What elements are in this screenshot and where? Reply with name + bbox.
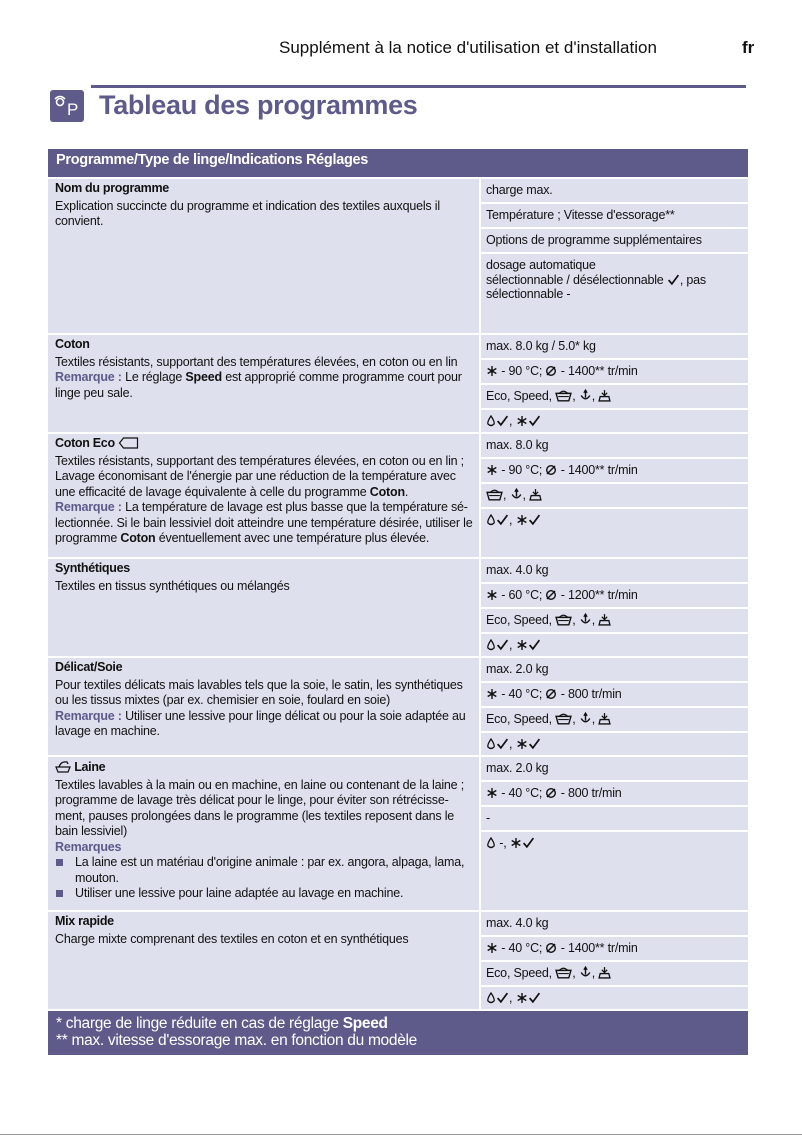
prewash-icon xyxy=(555,613,572,626)
list-item: La laine est un matériau d'origine animale : par ex. angora, alpaga, lama, mouton. xyxy=(55,855,473,886)
max-load: max. 4.0 kg xyxy=(481,912,748,937)
legend-temp: Température ; Vitesse d'essorage** xyxy=(481,204,748,229)
wash-icon xyxy=(598,966,611,979)
svg-text:P: P xyxy=(67,100,79,119)
wash-icon xyxy=(598,389,611,402)
rinse-plus-icon xyxy=(579,613,592,626)
page-header xyxy=(0,36,802,66)
max-load: max. 4.0 kg xyxy=(481,559,748,584)
prewash-icon xyxy=(486,488,503,501)
auto-dosing: , xyxy=(481,410,748,432)
program-name: Nom du programme xyxy=(55,181,169,195)
max-load: max. 2.0 kg xyxy=(481,658,748,683)
table-row-mix-rapide xyxy=(48,910,748,1009)
temperature-icon xyxy=(516,639,528,651)
program-options: - xyxy=(481,807,748,832)
program-desc: Textiles lavables à la main ou en machine, en laine ou contenant de la laine ; programme de lavage très délicat pour le linge, pour éviter son rétrécissement, pauses prolongées dans le programme (les textiles reposent dans le bain lessiviel) xyxy=(55,777,464,838)
table-row-coton xyxy=(48,333,748,432)
wash-icon xyxy=(529,488,542,501)
auto-dosing: , xyxy=(481,634,748,656)
check-icon xyxy=(496,513,509,526)
program-note: Remarque : Le réglage Speed est approprié comme programme court pour linge peu sale. xyxy=(55,370,462,400)
program-desc: Textiles résistants, supportant des températures élevées, en coton ou en lin xyxy=(55,354,458,369)
header-rule xyxy=(91,85,746,88)
program-desc: Explication succincte du programme et indication des textiles auxquels il convient. xyxy=(55,198,440,228)
program-table-icon xyxy=(50,90,84,122)
prewash-icon xyxy=(555,389,572,402)
legend-options: Options de programme supplémentaires xyxy=(481,229,748,254)
spin-icon xyxy=(545,787,557,799)
program-desc: Pour textiles délicats mais lavables tels que la soie, le satin, les synthétiques ou les tissus mixtes (par ex. chemisier en soie, foulard en soie) xyxy=(55,677,463,707)
temperature-icon xyxy=(516,992,528,1004)
program-desc: Textiles en tissus synthétiques ou mélangés xyxy=(55,578,290,593)
table-row-synthetiques xyxy=(48,557,748,656)
spin-icon xyxy=(545,688,557,700)
legend-dosage: dosage automatique sélectionnable / désélectionnable , pas sélectionnable - xyxy=(481,254,748,333)
spin-icon xyxy=(545,942,557,954)
max-load: max. 2.0 kg xyxy=(481,757,748,782)
temperature-icon xyxy=(486,589,498,601)
legend-settings xyxy=(481,179,748,333)
temperature-icon xyxy=(516,415,528,427)
list-item: Utiliser une lessive pour laine adaptée au lavage en machine. xyxy=(55,886,473,902)
temp-spin: - 90 °C; - 1400** tr/min xyxy=(481,360,748,385)
program-options: Eco, Speed, , , xyxy=(481,708,748,733)
check-icon xyxy=(522,836,535,849)
temperature-icon xyxy=(516,738,528,750)
program-notes-label: Remarques xyxy=(55,839,122,854)
rinse-plus-icon xyxy=(510,488,523,501)
check-icon xyxy=(496,414,509,427)
program-desc: Textiles résistants, supportant des températures élevées, en coton ou en lin ; Lavage économisant de l'énergie par une réduction de la température avec une efficacité de lavage équivalente à celle du programme Coton. xyxy=(55,453,464,499)
temp-spin: - 40 °C; - 800 tr/min xyxy=(481,683,748,708)
temperature-icon xyxy=(510,837,522,849)
program-table xyxy=(48,149,748,1055)
temperature-icon xyxy=(486,688,498,700)
prewash-icon xyxy=(555,712,572,725)
check-icon xyxy=(528,638,541,651)
table-footnotes xyxy=(48,1011,748,1055)
program-name: Délicat/Soie xyxy=(55,660,123,674)
table-row-coton-eco xyxy=(48,432,748,557)
table-row-legend xyxy=(48,177,748,333)
eco-icon xyxy=(118,437,139,449)
drop-icon xyxy=(486,639,496,651)
program-name: Laine xyxy=(55,759,473,776)
auto-dosing: , xyxy=(481,509,748,557)
temp-spin: - 40 °C; - 800 tr/min xyxy=(481,782,748,807)
check-icon xyxy=(496,737,509,750)
auto-dosing: -, xyxy=(481,832,748,910)
program-options: Eco, Speed, , , xyxy=(481,609,748,634)
check-icon xyxy=(496,991,509,1004)
language-code: fr xyxy=(742,38,755,57)
temperature-icon xyxy=(486,464,498,476)
program-name: Coton xyxy=(55,337,90,351)
check-icon xyxy=(496,638,509,651)
temp-spin: - 60 °C; - 1200** tr/min xyxy=(481,584,748,609)
spin-icon xyxy=(545,464,557,476)
max-load: max. 8.0 kg xyxy=(481,434,748,459)
table-header: Programme/Type de linge/Indications Réglages xyxy=(48,149,748,177)
wool-icon xyxy=(55,759,71,773)
program-options: , , xyxy=(481,484,748,509)
wash-icon xyxy=(598,712,611,725)
header-subtitle: Supplément à la notice d'utilisation et d'installation xyxy=(279,38,657,57)
check-icon xyxy=(528,737,541,750)
prewash-icon xyxy=(555,966,572,979)
program-name: Coton Eco xyxy=(55,436,473,452)
program-options: Eco, Speed, , , xyxy=(481,962,748,987)
wash-icon xyxy=(598,613,611,626)
program-note: Remarque : La température de lavage est plus basse que la température sélectionnée. Si le bain lessiviel doit atteindre une température désirée, utiliser le programme Coton éventuellement avec une température plus élevée. xyxy=(55,500,473,545)
program-name: Mix rapide xyxy=(55,914,114,928)
auto-dosing: , xyxy=(481,987,748,1009)
program-name: Synthétiques xyxy=(55,561,130,575)
drop-icon xyxy=(486,415,496,427)
legend-load: charge max. xyxy=(481,179,748,204)
temperature-icon xyxy=(486,787,498,799)
program-note: Remarque : Utiliser une lessive pour linge délicat ou pour la soie adaptée au lavage en machine. xyxy=(55,708,466,738)
auto-dosing: , xyxy=(481,733,748,755)
temperature-icon xyxy=(486,365,498,377)
table-row-laine xyxy=(48,755,748,910)
max-load: max. 8.0 kg / 5.0* kg xyxy=(481,335,748,360)
page-bottom-rule xyxy=(0,1134,802,1135)
drop-icon xyxy=(486,837,496,849)
temperature-icon xyxy=(486,942,498,954)
program-options: Eco, Speed, , , xyxy=(481,385,748,410)
check-icon xyxy=(528,513,541,526)
rinse-plus-icon xyxy=(579,966,592,979)
check-icon xyxy=(667,273,680,286)
page-title: Tableau des programmes xyxy=(99,90,418,120)
table-row-delicat-soie xyxy=(48,656,748,755)
footnote-spin: ** max. vitesse d'essorage max. en fonction du modèle xyxy=(56,1032,417,1049)
spin-icon xyxy=(545,589,557,601)
drop-icon xyxy=(486,992,496,1004)
program-desc: Charge mixte comprenant des textiles en coton et en synthétiques xyxy=(55,931,409,946)
temperature-icon xyxy=(516,514,528,526)
footnote-speed: * charge de linge réduite en cas de réglage Speed xyxy=(56,1015,388,1032)
rinse-plus-icon xyxy=(579,389,592,402)
legend-description xyxy=(48,179,479,333)
check-icon xyxy=(528,991,541,1004)
temp-spin: - 90 °C; - 1400** tr/min xyxy=(481,459,748,484)
drop-icon xyxy=(486,738,496,750)
check-icon xyxy=(528,414,541,427)
drop-icon xyxy=(486,514,496,526)
spin-icon xyxy=(545,365,557,377)
temp-spin: - 40 °C; - 1400** tr/min xyxy=(481,937,748,962)
rinse-plus-icon xyxy=(579,712,592,725)
